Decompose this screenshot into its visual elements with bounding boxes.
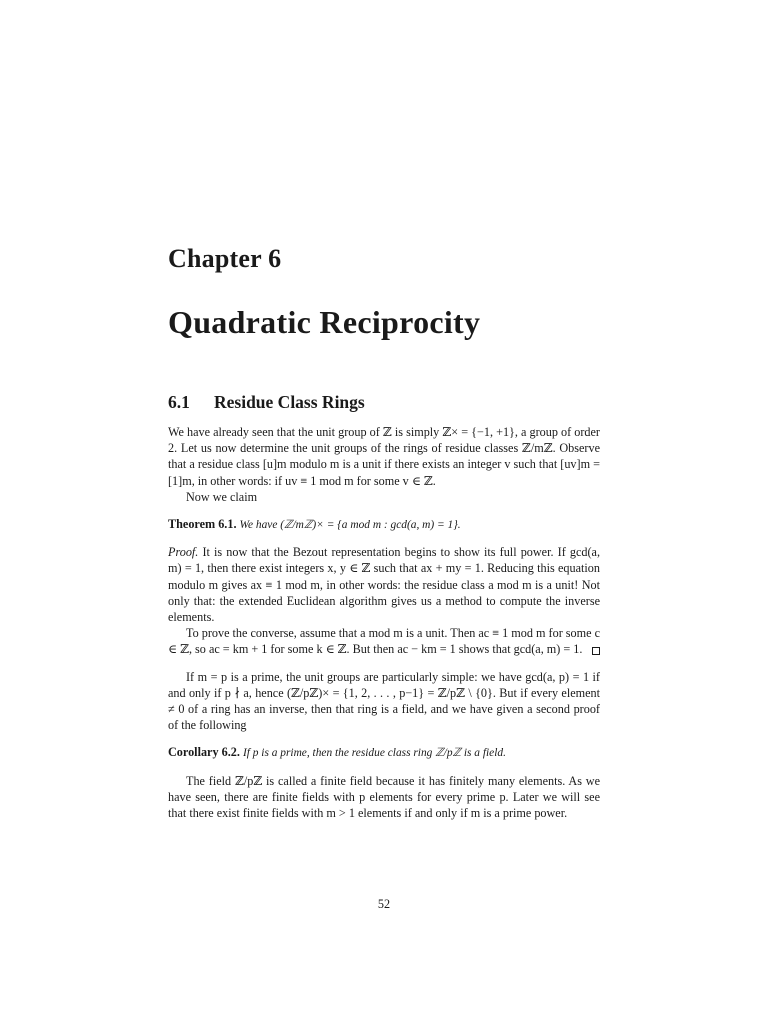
corollary-label: Corollary 6.2. [168,745,240,760]
qed-square-icon [592,647,600,655]
section-heading [168,392,365,413]
section-number: 6.1 [168,392,190,412]
section-title: Residue Class Rings [214,392,365,412]
corollary [168,744,600,761]
paragraph-claim: Now we claim [186,489,258,504]
proof-paragraph [168,544,600,625]
proof-label: Proof. [168,545,199,560]
corollary-statement: If p is a prime, then the residue class ring ℤ/pℤ is a field. [242,747,506,760]
chapter-label: Chapter 6 [168,244,282,273]
paragraph-finite-fields: The field ℤ/pℤ is called a finite field because it has finitely many elements. As we have seen, there are finite fields with p elements for every prime p. Later we will see that there exist finite fields with m > 1 elements if and only if m is a prime power. [168,773,600,821]
theorem [168,516,600,533]
paragraph-prime: If m = p is a prime, the unit groups are particularly simple: we have gcd(a, p) = 1 if and only if p ∤ a, hence (ℤ/pℤ)× = {1, 2, . . . , p−1} = ℤ/pℤ \ {0}. But if every element ≠ 0 of a ring has an inverse, then that ring is a field, and we have given a second proof of the following [168,669,600,733]
theorem-label: Theorem 6.1. [168,517,237,532]
proof-text: It is now that the Bezout representation begins to show its full power. If gcd(a, m) = 1, then there exist integers x, y ∈ ℤ such that ax + my = 1. Reducing this equation modulo m gives ax ≡ 1 mod m, in other words: the residue class a mod m is a unit! Not only that: the extended Euclidean algorithm gives us a method to compute the inverse elements. [168,545,600,625]
proof-converse [168,625,600,657]
chapter-title: Quadratic Reciprocity [168,304,481,340]
page-number: 52 [377,897,391,911]
paragraph-intro: We have already seen that the unit group of ℤ is simply ℤ× = {−1, +1}, a group of order 2. Let us now determine the unit groups of the rings of residue classes ℤ/mℤ. Observe that a residue class [u]m modulo m is a unit if there exists an integer v such that [uv]m = [1]m, in other words: if uv ≡ 1 mod m for some v ∈ ℤ. [168,425,600,488]
proof-converse-text: To prove the converse, assume that a mod m is a unit. Then ac ≡ 1 mod m for some c ∈ ℤ, so ac = km + 1 for some k ∈ ℤ. But then ac − km = 1 shows that gcd(a, m) = 1. [168,626,600,657]
body-text [168,424,600,821]
theorem-statement: We have (ℤ/mℤ)× = {a mod m : gcd(a, m) = 1}. [239,519,461,532]
